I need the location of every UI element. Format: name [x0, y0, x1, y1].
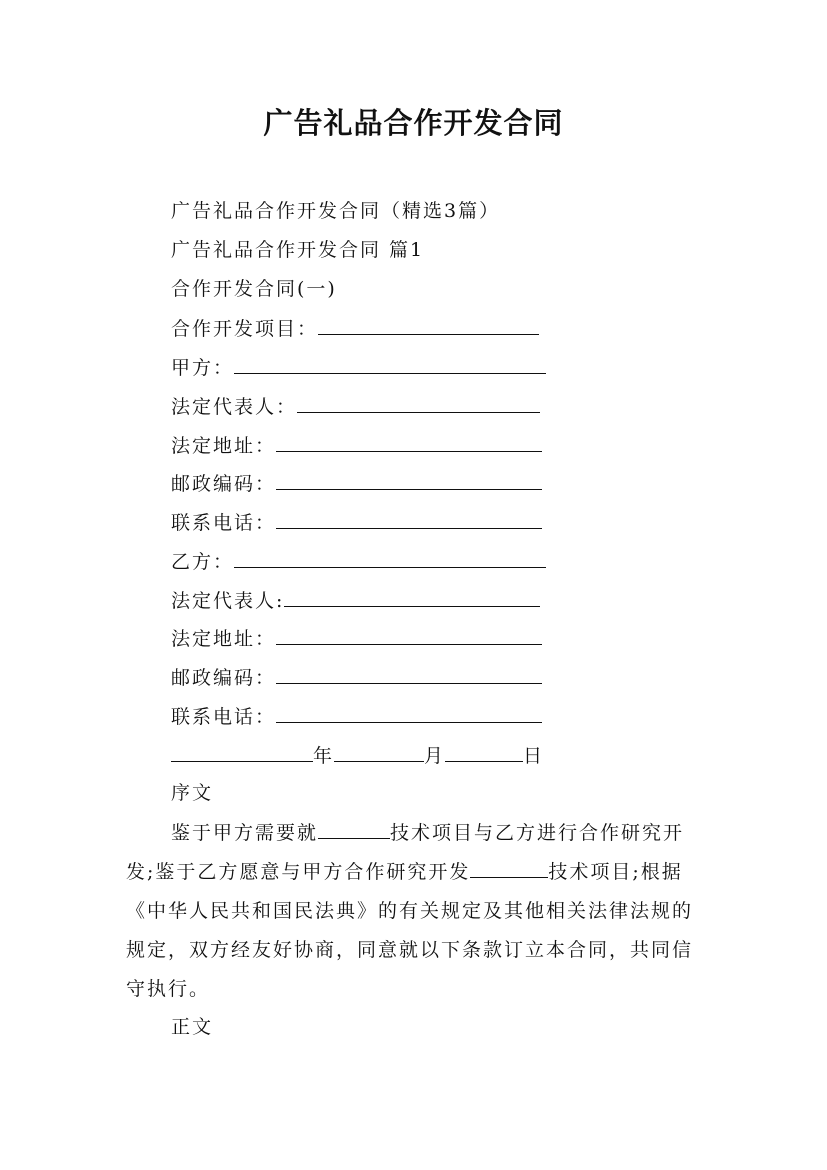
- field-party-a: [171, 353, 546, 381]
- section-heading: 广告礼品合作开发合同 篇1: [171, 239, 425, 261]
- field-project: [171, 314, 539, 342]
- field-phone-b: [171, 702, 542, 730]
- month-label: 月: [424, 745, 446, 767]
- field-postcode-a: [171, 469, 542, 497]
- subtitle: 广告礼品合作开发合同（精选3篇）: [171, 200, 501, 222]
- field-address-b: [171, 624, 542, 652]
- fill-blank: [276, 663, 542, 684]
- contract-heading: 合作开发合同(一): [171, 278, 337, 300]
- tech-project-blank-2: [470, 857, 548, 878]
- fill-blank: [284, 586, 540, 607]
- field-label: 法定代表人:: [171, 590, 285, 612]
- field-phone-a: [171, 508, 542, 536]
- field-label: 甲方：: [171, 357, 235, 379]
- field-postcode-b: [171, 663, 542, 691]
- fill-blank: [276, 431, 542, 452]
- field-label: 邮政编码：: [171, 667, 277, 689]
- preface-text-1: 鉴于甲方需要就: [171, 822, 319, 844]
- field-label: 乙方：: [171, 551, 235, 573]
- year-label: 年: [313, 745, 335, 767]
- preface-text-3: 技术项目;根据《中华人民共和国民法典》的有关规定及其他相关法律法规的规定，双方经友好协商，同意就以下条款订立本合同，共同信守执行。: [126, 861, 694, 1000]
- fill-blank: [234, 547, 546, 568]
- field-label: 法定地址：: [171, 435, 277, 457]
- field-label: 联系电话：: [171, 706, 277, 728]
- field-label: 法定代表人：: [171, 396, 298, 418]
- fill-blank: [276, 702, 542, 723]
- day-label: 日: [523, 745, 545, 767]
- date-line: [171, 741, 544, 769]
- field-party-b: [171, 547, 546, 575]
- field-label: 法定地址：: [171, 628, 277, 650]
- field-legal-rep-b: [171, 586, 540, 614]
- fill-blank: [276, 624, 542, 645]
- field-label: 联系电话：: [171, 512, 277, 534]
- field-address-a: [171, 431, 542, 459]
- day-blank: [445, 741, 523, 762]
- preface-paragraph: [126, 814, 704, 1009]
- document-title: 广告礼品合作开发合同: [263, 106, 564, 140]
- fill-blank: [276, 469, 542, 490]
- fill-blank: [297, 392, 540, 413]
- field-legal-rep-a: [171, 392, 540, 420]
- preface-heading: 序文: [171, 782, 214, 804]
- field-label: 合作开发项目：: [171, 318, 319, 340]
- fill-blank: [276, 508, 542, 529]
- field-label: 邮政编码：: [171, 473, 277, 495]
- tech-project-blank-1: [318, 818, 390, 839]
- body-heading: 正文: [171, 1016, 214, 1038]
- fill-blank: [318, 314, 539, 335]
- month-blank: [334, 741, 424, 762]
- year-blank: [171, 741, 313, 762]
- preface-text-2: 技术项目与乙方进行合作研究开发;鉴于乙方愿意与甲方合作研究开发: [126, 822, 685, 883]
- fill-blank: [234, 353, 546, 374]
